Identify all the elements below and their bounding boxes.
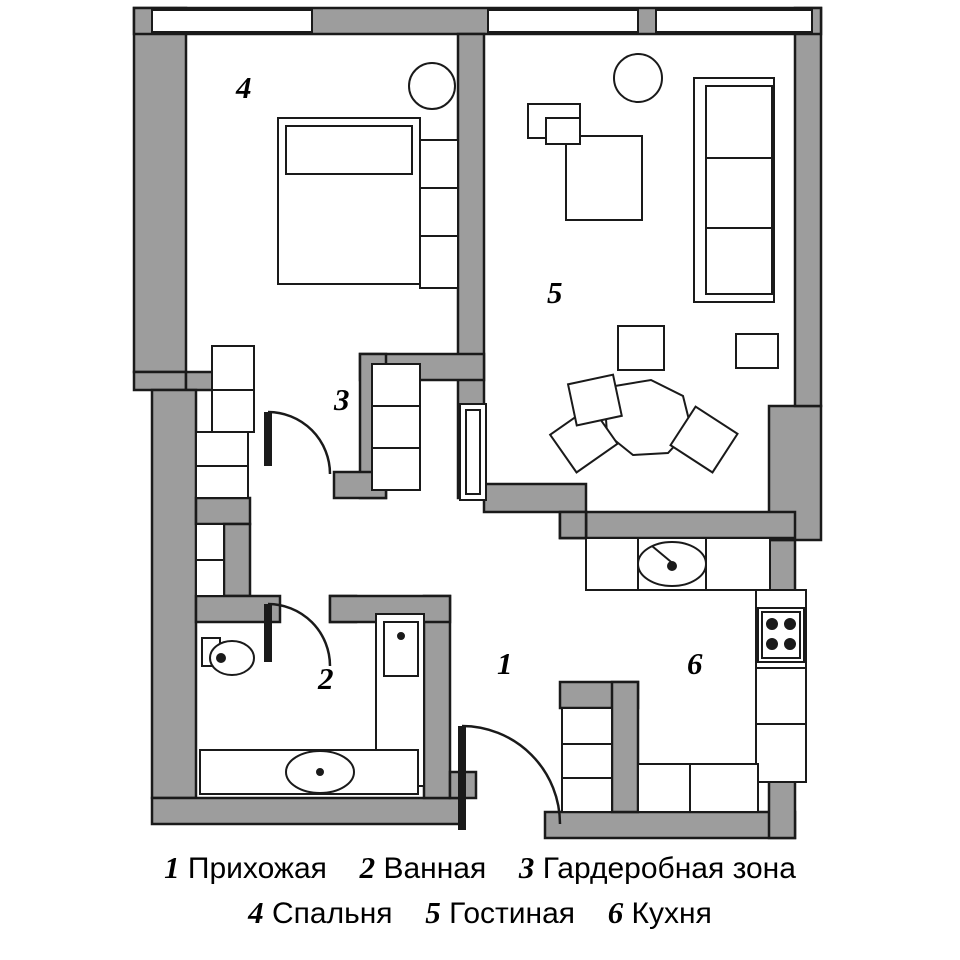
- wall-right-upper: [795, 8, 821, 406]
- legend-num-2: 2: [359, 850, 376, 885]
- bed-pillows: [286, 126, 412, 174]
- wall-hall-b: [224, 524, 250, 596]
- legend-label-1: Прихожая: [187, 852, 327, 885]
- bathroom-furniture: [200, 614, 424, 794]
- entry-wardrobe: [562, 708, 612, 812]
- legend-num-6: 6: [607, 895, 624, 930]
- legend-label-6: Кухня: [631, 897, 712, 930]
- bathtub-head: [384, 622, 418, 676]
- wall-hall-kitchen-vert: [612, 682, 638, 812]
- legend: [0, 846, 960, 936]
- burner-4: [785, 639, 795, 649]
- legend-num-1: 1: [164, 850, 180, 885]
- legend-label-5: Гостиная: [449, 897, 575, 930]
- legend-label-4: Спальня: [272, 897, 393, 930]
- wall-living-bottom: [484, 484, 586, 512]
- bedside-column: [420, 140, 458, 288]
- bedroom-round-table: [409, 63, 455, 109]
- legend-line-1: [0, 846, 960, 891]
- room-marker-1: 1: [497, 646, 513, 681]
- legend-num-4: 4: [248, 895, 264, 930]
- wall-kitchen-left: [560, 512, 586, 538]
- coffee-table: [566, 136, 642, 220]
- window-living-2: [656, 10, 812, 32]
- burner-2: [785, 619, 795, 629]
- wall-hall-a: [196, 498, 250, 524]
- legend-num-3: 3: [518, 850, 535, 885]
- room-marker-4: 4: [236, 70, 252, 105]
- wall-left-lower: [152, 390, 196, 798]
- cooktop-inner: [762, 612, 800, 658]
- dining-chair-1: [618, 326, 664, 370]
- dressing-mirror-inner: [466, 410, 480, 494]
- legend-line-2: [0, 891, 960, 936]
- wall-bath-right: [424, 596, 450, 798]
- burner-1: [767, 619, 777, 629]
- living-furniture: [528, 54, 778, 472]
- sofa-seat: [706, 86, 772, 294]
- wall-bottom-left: [152, 798, 462, 824]
- kitchen-furniture: [562, 538, 806, 812]
- window-bedroom: [152, 10, 312, 32]
- legend-label-3: Гардеробная зона: [542, 852, 796, 885]
- toilet-flush: [217, 654, 225, 662]
- floor-lamp: [614, 54, 662, 102]
- door-swing-dressing: [268, 412, 330, 474]
- legend-label-2: Ванная: [383, 852, 487, 885]
- side-table-3: [736, 334, 778, 368]
- wall-left-upper: [134, 8, 186, 372]
- wall-left-jog: [134, 372, 186, 390]
- room-marker-3: 3: [334, 382, 350, 417]
- sink-drain: [317, 769, 323, 775]
- side-table-2: [546, 118, 580, 144]
- burner-3: [767, 639, 777, 649]
- kitchen-counter-bottom: [638, 764, 758, 812]
- legend-num-5: 5: [425, 895, 441, 930]
- dining-chair-4: [568, 375, 622, 426]
- room-marker-5: 5: [547, 275, 563, 310]
- room-marker-2: 2: [318, 661, 334, 696]
- wardrobe-unit: [372, 364, 420, 490]
- wall-kitchen-top: [586, 512, 795, 538]
- room-marker-6: 6: [687, 646, 703, 681]
- wall-bottom-right: [545, 812, 795, 838]
- window-living-1: [488, 10, 638, 32]
- bathtub-drain: [398, 633, 404, 639]
